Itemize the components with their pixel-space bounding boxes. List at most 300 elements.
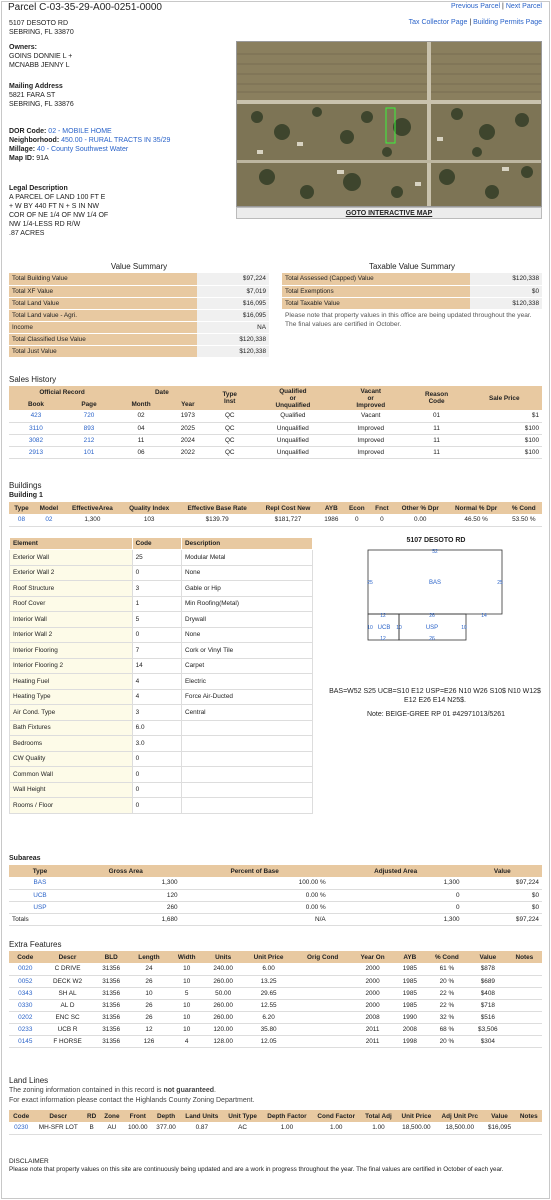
dor-label: DOR Code: — [9, 128, 47, 135]
element-cell: Gable or Hip — [181, 581, 312, 597]
extra-cell: 260.00 — [204, 975, 242, 987]
element-row — [10, 782, 313, 798]
extra-cell — [295, 1035, 350, 1047]
extra-cell: 31356 — [94, 963, 129, 975]
extra-cell: 13.25 — [242, 975, 295, 987]
element-cell — [181, 751, 312, 767]
legal-line: + W BY 440 FT N + S IN NW — [9, 203, 99, 210]
taxable-label: Total Assessed (Capped) Value — [282, 273, 470, 285]
col-page: Page — [63, 398, 115, 410]
sales-cell: QC — [209, 434, 251, 446]
extra-cell: 10 — [169, 1011, 204, 1023]
subarea-link[interactable]: USP — [9, 901, 71, 913]
col-book: Book — [9, 398, 63, 410]
element-cell — [181, 736, 312, 752]
land-cell: 1.00 — [312, 1122, 360, 1134]
element-row — [10, 596, 313, 612]
sales-row — [9, 434, 542, 446]
building-col: Model — [34, 502, 64, 514]
extra-col: Width — [169, 951, 204, 963]
zoning-contact: For exact information please contact the Highlands County Zoning Department. — [9, 1097, 255, 1104]
element-cell: Rooms / Floor — [10, 798, 133, 814]
building-col: Repl Cost New — [257, 502, 319, 514]
millage-link[interactable]: 40 - County Southwest Water — [37, 146, 129, 153]
land-col: Zone — [100, 1110, 124, 1122]
land-lines-table — [9, 1110, 542, 1135]
sketch-dim-12: 12 — [380, 613, 386, 619]
element-cell: Interior Flooring — [10, 643, 133, 659]
extra-cell — [295, 975, 350, 987]
sketch-title: 5107 DESOTO RD — [406, 537, 466, 544]
sales-cell: $100 — [467, 434, 542, 446]
sales-cell: 02 — [115, 410, 167, 422]
land-cell — [516, 1122, 542, 1134]
extra-cell: 4 — [169, 1035, 204, 1047]
subarea-cell: 0 — [329, 901, 463, 913]
millage-label: Millage: — [9, 146, 36, 153]
extra-cell — [295, 999, 350, 1011]
element-col: Element — [10, 538, 133, 550]
building-col: Other % Dpr — [394, 502, 447, 514]
extra-cell: 1985 — [395, 963, 425, 975]
value-label: Total XF Value — [9, 285, 197, 297]
extra-cell: 5 — [169, 987, 204, 999]
element-cell: 0 — [132, 767, 181, 783]
land-link[interactable]: 0230 — [9, 1122, 33, 1134]
value-summary-table — [9, 273, 269, 358]
extra-cell: 2008 — [350, 1011, 395, 1023]
sketch-dim-52: 52 — [432, 549, 438, 555]
parcel-nav — [451, 3, 542, 10]
building-permits-link[interactable]: Building Permits Page — [473, 19, 542, 26]
element-row — [10, 798, 313, 814]
element-row — [10, 581, 313, 597]
element-cell: Bedrooms — [10, 736, 133, 752]
extra-cell: C DRIVE — [42, 963, 94, 975]
extra-link[interactable]: 0020 — [9, 963, 42, 975]
land-col: Adj Unit Prc — [436, 1110, 483, 1122]
sales-cell: Vacant — [335, 410, 407, 422]
extra-cell: 50.00 — [204, 987, 242, 999]
col-vacant: Vacant or Improved — [335, 386, 407, 410]
land-cell: 18,500.00 — [436, 1122, 483, 1134]
extra-link[interactable]: 0343 — [9, 987, 42, 999]
element-row — [10, 674, 313, 690]
land-cell: AU — [100, 1122, 124, 1134]
extra-cell — [507, 1035, 542, 1047]
sketch-dim-12-b: 12 — [380, 636, 386, 642]
subarea-cell: 120 — [71, 889, 181, 901]
extra-cell — [295, 963, 350, 975]
element-col: Description — [181, 538, 312, 550]
extra-cell — [507, 1011, 542, 1023]
extra-cell: 2000 — [350, 987, 395, 999]
element-cell: Cork or Vinyl Tile — [181, 643, 312, 659]
extra-cell: 120.00 — [204, 1023, 242, 1035]
element-cell: 5 — [132, 612, 181, 628]
land-col: Unit Price — [397, 1110, 437, 1122]
taxable-note: Please note that property values in this office are being updated throughout the year. The final values are certified in October. — [285, 312, 532, 328]
subarea-link[interactable]: UCB — [9, 889, 71, 901]
extra-row — [9, 975, 542, 987]
legal-block — [9, 184, 108, 238]
taxable-row — [282, 273, 542, 285]
extra-cell: 128.00 — [204, 1035, 242, 1047]
extra-cell: DECK W2 — [42, 975, 94, 987]
extra-row — [9, 987, 542, 999]
extra-cell: $408 — [469, 987, 507, 999]
value-amount: $16,095 — [197, 309, 269, 321]
element-cell: Bath Fixtures — [10, 720, 133, 736]
subarea-row — [9, 901, 542, 913]
extra-cell: 12.05 — [242, 1035, 295, 1047]
extra-cell: 1985 — [395, 975, 425, 987]
element-cell: 7 — [132, 643, 181, 659]
subarea-cell: $0 — [463, 901, 542, 913]
extra-cell: UCB R — [42, 1023, 94, 1035]
land-lines-title: Land Lines — [9, 1076, 49, 1085]
sales-link[interactable]: 720 — [63, 410, 115, 422]
building-link[interactable]: 08 — [9, 514, 34, 526]
zoning-note: The zoning information contained in this record is not guaranteed. — [9, 1087, 216, 1094]
dor-code-link[interactable]: 02 - MOBILE HOME — [48, 128, 112, 135]
extra-link[interactable]: 0202 — [9, 1011, 42, 1023]
element-cell: Drywall — [181, 612, 312, 628]
extra-cell: 24 — [129, 963, 169, 975]
building-col: AYB — [319, 502, 344, 514]
extra-cell: 1985 — [395, 999, 425, 1011]
buildings-title: Buildings — [9, 481, 42, 490]
building-cell: 103 — [121, 514, 177, 526]
neighborhood-link[interactable]: 450.00 - RURAL TRACTS IN 35/29 — [61, 137, 171, 144]
extra-cell: $718 — [469, 999, 507, 1011]
building-link[interactable]: 02 — [34, 514, 64, 526]
extra-link[interactable]: 0330 — [9, 999, 42, 1011]
element-cell — [181, 767, 312, 783]
extra-row — [9, 963, 542, 975]
land-col: Total Adj — [360, 1110, 396, 1122]
extra-link[interactable]: 0233 — [9, 1023, 42, 1035]
land-cell: 18,500.00 — [397, 1122, 437, 1134]
land-cell: 0.87 — [180, 1122, 223, 1134]
element-cell — [181, 798, 312, 814]
extra-link[interactable]: 0052 — [9, 975, 42, 987]
extra-cell: AL D — [42, 999, 94, 1011]
extra-col: Orig Cond — [295, 951, 350, 963]
owners-label: Owners: — [9, 44, 38, 51]
element-cell: Wall Height — [10, 782, 133, 798]
sketch-description: BAS=W52 S25 UCB=S10 E12 USP=E26 N10 W26 S10$ N10 W12$ E12 E26 E14 N25$. — [329, 688, 541, 704]
element-cell: Force Air-Ducted — [181, 689, 312, 705]
extra-col: Year On — [350, 951, 395, 963]
links-separator: | — [469, 19, 472, 26]
element-cell: Heating Type — [10, 689, 133, 705]
subarea-cell: $97,224 — [463, 877, 542, 889]
taxable-label: Total Exemptions — [282, 285, 470, 297]
building-cell: 0 — [370, 514, 394, 526]
element-cell: Carpet — [181, 658, 312, 674]
subarea-row — [9, 889, 542, 901]
map-id: 91A — [36, 155, 49, 162]
sales-cell: 04 — [115, 422, 167, 434]
land-cell: 100.00 — [124, 1122, 152, 1134]
extra-cell — [295, 987, 350, 999]
extra-cell: 6.20 — [242, 1011, 295, 1023]
value-label: Total Classified Use Value — [9, 333, 197, 345]
subarea-cell: 0.00 % — [181, 889, 329, 901]
sales-link[interactable]: 3110 — [9, 422, 63, 434]
value-label: Total Just Value — [9, 345, 197, 357]
mailing-line-1: 5821 FARA ST — [9, 92, 56, 99]
extra-cell: $878 — [469, 963, 507, 975]
land-col: Land Units — [180, 1110, 223, 1122]
extra-features-title: Extra Features — [9, 940, 62, 949]
sales-cell: QC — [209, 422, 251, 434]
sketch-dim-10-c: 10 — [461, 625, 467, 631]
extra-features-table — [9, 951, 542, 1048]
sketch-dim-26-b: 26 — [429, 636, 435, 642]
element-row — [10, 720, 313, 736]
subareas-table — [9, 865, 542, 926]
col-type-inst: Type Inst — [209, 386, 251, 410]
element-row — [10, 767, 313, 783]
building-cell: 0 — [344, 514, 370, 526]
building-1-title: Building 1 — [9, 492, 43, 499]
legal-line: COR OF NE 1/4 OF NW 1/4 OF — [9, 212, 109, 219]
value-row — [9, 333, 269, 345]
building-col: Fnct — [370, 502, 394, 514]
value-label: Total Land value - Agri. — [9, 309, 197, 321]
value-row — [9, 309, 269, 321]
building-cell: $139.79 — [177, 514, 257, 526]
subareas-title: Subareas — [9, 855, 41, 862]
building-col: Quality Index — [121, 502, 177, 514]
extra-col: Value — [469, 951, 507, 963]
land-cell: 1.00 — [360, 1122, 396, 1134]
value-row — [9, 345, 269, 357]
extra-cell: $689 — [469, 975, 507, 987]
neighborhood-label: Neighborhood: — [9, 137, 60, 144]
extra-cell — [507, 987, 542, 999]
extra-cell: 1985 — [395, 987, 425, 999]
extra-cell: 1990 — [395, 1011, 425, 1023]
extra-cell: 10 — [169, 1023, 204, 1035]
aerial-map-image — [237, 42, 542, 207]
element-cell: Interior Wall — [10, 612, 133, 628]
building-cell: 0.00 — [394, 514, 447, 526]
col-official-record: Official Record — [9, 386, 115, 398]
sales-cell: Improved — [335, 434, 407, 446]
sales-link[interactable]: 212 — [63, 434, 115, 446]
value-label: Total Building Value — [9, 273, 197, 285]
land-col: Depth — [152, 1110, 180, 1122]
element-cell: Min Roofing(Metal) — [181, 596, 312, 612]
value-row — [9, 321, 269, 333]
value-amount: $7,019 — [197, 285, 269, 297]
taxable-summary-table — [282, 273, 542, 310]
sales-link[interactable]: 3082 — [9, 434, 63, 446]
building-sketch[interactable] — [360, 545, 510, 645]
extra-cell: 10 — [169, 999, 204, 1011]
sales-cell: 11 — [407, 422, 467, 434]
value-label: Total Land Value — [9, 297, 197, 309]
element-cell: 1 — [132, 596, 181, 612]
extra-cell: 31356 — [94, 1035, 129, 1047]
building-col: Econ — [344, 502, 370, 514]
sales-table — [9, 386, 542, 459]
extra-cell: F HORSE — [42, 1035, 94, 1047]
building-col: Type — [9, 502, 34, 514]
sales-link[interactable]: 423 — [9, 410, 63, 422]
extra-cell: 10 — [169, 975, 204, 987]
sales-row — [9, 422, 542, 434]
extra-cell: 32 % — [425, 1011, 469, 1023]
nav-separator: | — [502, 3, 504, 10]
extra-cell: 12.55 — [242, 999, 295, 1011]
sales-cell: 1973 — [167, 410, 209, 422]
sketch-dim-25-left: 25 — [367, 580, 373, 586]
element-cell: 3 — [132, 705, 181, 721]
subarea-col: Percent of Base — [181, 865, 329, 877]
extra-col: % Cond — [425, 951, 469, 963]
value-amount: $120,338 — [197, 345, 269, 357]
land-col: RD — [83, 1110, 100, 1122]
site-address — [9, 19, 74, 37]
sketch-dim-25-right: 25 — [497, 580, 503, 586]
element-cell: Central — [181, 705, 312, 721]
element-cell — [181, 720, 312, 736]
subarea-link[interactable]: BAS — [9, 877, 71, 889]
previous-parcel-link[interactable]: Previous Parcel — [451, 3, 501, 10]
elements-table — [9, 537, 313, 814]
land-cell: MH-SFR LOT — [33, 1122, 83, 1134]
extra-cell: $304 — [469, 1035, 507, 1047]
element-cell: 0 — [132, 565, 181, 581]
extra-cell: 31356 — [94, 1011, 129, 1023]
extra-row — [9, 999, 542, 1011]
value-amount: NA — [197, 321, 269, 333]
extra-cell: 2011 — [350, 1023, 395, 1035]
subarea-cell: 260 — [71, 901, 181, 913]
element-cell: 0 — [132, 782, 181, 798]
extra-col: BLD — [94, 951, 129, 963]
subarea-total: $97,224 — [463, 913, 542, 925]
legal-line: A PARCEL OF LAND 100 FT E — [9, 194, 106, 201]
extra-cell — [295, 1023, 350, 1035]
owner-1: GOINS DONNIE L + — [9, 53, 73, 60]
sketch-dim-26: 26 — [429, 613, 435, 619]
sales-link[interactable]: 2913 — [9, 446, 63, 458]
taxable-summary-title: Taxable Value Summary — [368, 262, 456, 271]
element-cell: Modular Metal — [181, 550, 312, 566]
extra-cell: 61 % — [425, 963, 469, 975]
element-cell: 3.0 — [132, 736, 181, 752]
element-row — [10, 643, 313, 659]
value-amount: $97,224 — [197, 273, 269, 285]
value-label: Income — [9, 321, 197, 333]
subarea-total: 1,300 — [329, 913, 463, 925]
mailing-block — [9, 82, 74, 109]
extra-col: Unit Price — [242, 951, 295, 963]
value-row — [9, 285, 269, 297]
extra-cell — [507, 963, 542, 975]
sales-cell: Unqualified — [251, 446, 335, 458]
sales-cell: QC — [209, 410, 251, 422]
extra-col: AYB — [395, 951, 425, 963]
subarea-col: Value — [463, 865, 542, 877]
extra-cell: 68 % — [425, 1023, 469, 1035]
address-line-1: 5107 DESOTO RD — [9, 20, 69, 27]
land-cell: B — [83, 1122, 100, 1134]
subarea-col: Adjusted Area — [329, 865, 463, 877]
sketch-dim-10-b: 10 — [396, 625, 402, 631]
extra-col: Notes — [507, 951, 542, 963]
subarea-total: 1,680 — [71, 913, 181, 925]
extra-col: Units — [204, 951, 242, 963]
subarea-cell: $0 — [463, 889, 542, 901]
next-parcel-link[interactable]: Next Parcel — [505, 3, 542, 10]
interactive-map-button[interactable]: GOTO INTERACTIVE MAP — [236, 207, 542, 219]
element-cell — [181, 782, 312, 798]
sales-link[interactable]: 101 — [63, 446, 115, 458]
extra-cell: 20 % — [425, 1035, 469, 1047]
element-row — [10, 550, 313, 566]
col-month: Month — [115, 398, 167, 410]
element-cell: CW Quality — [10, 751, 133, 767]
sales-cell: Improved — [335, 422, 407, 434]
extra-cell: SH AL — [42, 987, 94, 999]
extra-cell: 31356 — [94, 975, 129, 987]
subarea-cell: 1,300 — [329, 877, 463, 889]
extra-cell: 2008 — [395, 1023, 425, 1035]
extra-cell: 10 — [169, 963, 204, 975]
element-cell: Exterior Wall 2 — [10, 565, 133, 581]
subarea-cell: 0 — [329, 889, 463, 901]
extra-cell: 2011 — [350, 1035, 395, 1047]
aerial-map[interactable] — [236, 41, 542, 207]
extra-cell: 6.00 — [242, 963, 295, 975]
extra-link[interactable]: 0145 — [9, 1035, 42, 1047]
value-row — [9, 273, 269, 285]
extra-cell: 31356 — [94, 987, 129, 999]
sketch-note: Note: BEIGE-GREE RP 01 #42971013/5261 — [366, 711, 505, 718]
value-summary-title: Value Summary — [110, 262, 168, 271]
mailing-label: Mailing Address — [9, 83, 63, 90]
col-date: Date — [115, 386, 209, 398]
taxable-amount: $120,338 — [470, 297, 542, 309]
building-table — [9, 502, 542, 527]
extra-cell: ENC SC — [42, 1011, 94, 1023]
sales-link[interactable]: 893 — [63, 422, 115, 434]
codes-block — [9, 127, 170, 163]
extra-cell: 22 % — [425, 987, 469, 999]
element-row — [10, 705, 313, 721]
element-row — [10, 612, 313, 628]
extra-cell: 126 — [129, 1035, 169, 1047]
extra-col: Code — [9, 951, 42, 963]
extra-row — [9, 1023, 542, 1035]
sketch-dim-10-a: 10 — [367, 625, 373, 631]
subarea-col: Gross Area — [71, 865, 181, 877]
tax-collector-link[interactable]: Tax Collector Page — [408, 19, 468, 26]
element-cell: Roof Structure — [10, 581, 133, 597]
element-row — [10, 565, 313, 581]
col-year: Year — [167, 398, 209, 410]
taxable-label: Total Taxable Value — [282, 297, 470, 309]
subarea-row — [9, 877, 542, 889]
extra-cell: 260.00 — [204, 999, 242, 1011]
legal-line: NW 1/4-LESS RD R/W — [9, 221, 81, 228]
